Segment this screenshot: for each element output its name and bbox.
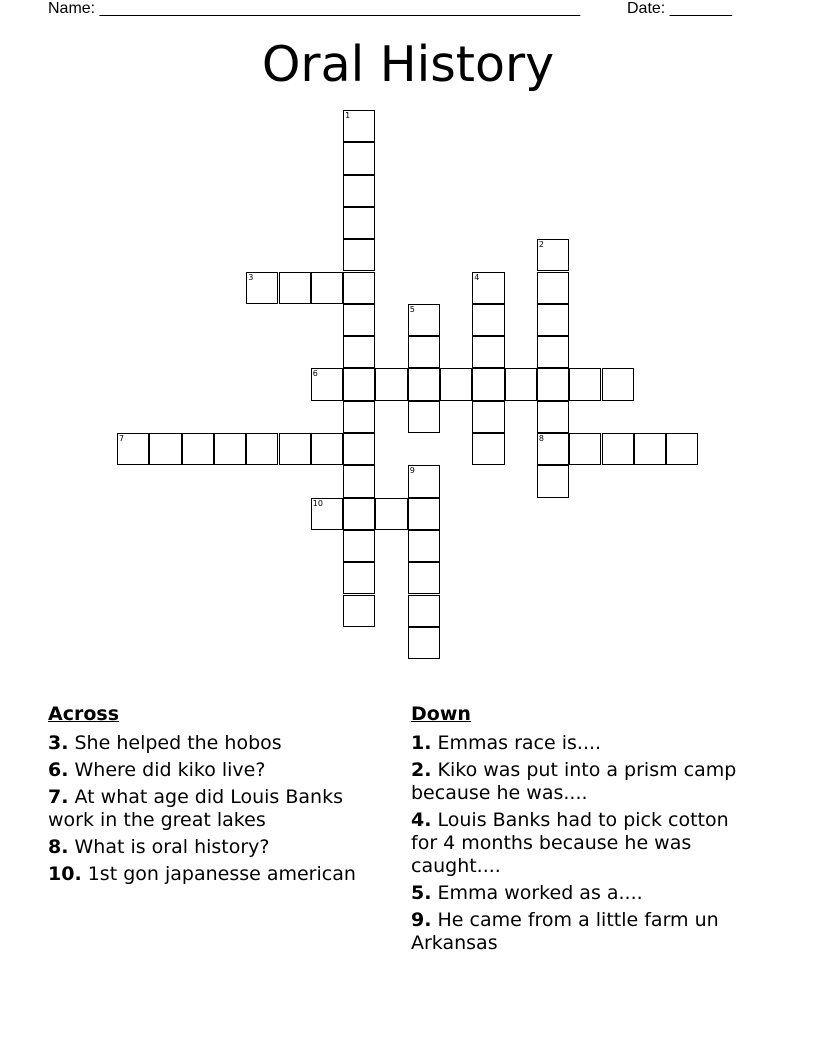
grid-cell — [440, 368, 472, 400]
grid-cell — [408, 530, 440, 562]
grid-clue-number: 3 — [248, 272, 254, 282]
grid-cell — [375, 368, 407, 400]
clue-number: 6. — [48, 759, 69, 781]
grid-cell — [117, 433, 149, 465]
clue-number: 7. — [48, 786, 69, 808]
down-clues — [411, 703, 756, 959]
grid-cell — [246, 433, 278, 465]
date-field-label: Date: _______ — [627, 0, 732, 17]
grid-cell — [343, 562, 375, 594]
grid-cell — [472, 336, 504, 368]
down-clue-1 — [411, 732, 756, 755]
across-clues — [48, 703, 393, 890]
down-clue-4 — [411, 809, 756, 878]
grid-cell — [666, 433, 698, 465]
grid-cell — [182, 433, 214, 465]
clue-number: 5. — [411, 882, 432, 904]
grid-clue-number: 9 — [409, 466, 415, 476]
grid-cell — [537, 304, 569, 336]
grid-cell — [343, 498, 375, 530]
clue-text: At what age did Louis Banks work in the great lakes — [48, 786, 343, 831]
clue-text: Where did kiko live? — [74, 759, 266, 781]
grid-cell — [343, 142, 375, 174]
grid-cell — [602, 368, 634, 400]
grid-cell — [408, 336, 440, 368]
grid-cell — [343, 304, 375, 336]
clue-text: Emma worked as a.... — [437, 882, 643, 904]
grid-cell — [537, 368, 569, 400]
grid-cell — [408, 401, 440, 433]
grid-clue-number: 6 — [312, 369, 318, 379]
grid-cell — [472, 304, 504, 336]
grid-cell — [311, 272, 343, 304]
grid-cell — [537, 401, 569, 433]
grid-cell — [537, 272, 569, 304]
down-clue-5 — [411, 882, 756, 905]
clue-text: He came from a little farm un Arkansas — [411, 909, 719, 954]
grid-cell — [311, 498, 343, 530]
across-clue-6 — [48, 759, 393, 782]
grid-cell — [505, 368, 537, 400]
down-heading: Down — [411, 703, 471, 725]
grid-clue-number: 1 — [345, 111, 351, 120]
clue-text: Louis Banks had to pick cotton for 4 months because he was caught.... — [411, 809, 729, 877]
grid-cell — [343, 175, 375, 207]
down-clue-2 — [411, 759, 756, 805]
clue-text: What is oral history? — [74, 836, 270, 858]
down-clue-9 — [411, 909, 756, 955]
clue-text: Kiko was put into a prism camp because he was.... — [411, 759, 737, 804]
grid-cell — [246, 272, 278, 304]
grid-cell — [311, 433, 343, 465]
grid-cell — [343, 595, 375, 627]
grid-cell — [472, 401, 504, 433]
grid-clue-number: 10 — [312, 498, 323, 508]
across-clue-8 — [48, 836, 393, 859]
grid-cell — [472, 368, 504, 400]
grid-cell — [343, 336, 375, 368]
grid-cell — [343, 401, 375, 433]
grid-cell — [343, 465, 375, 497]
grid-cell — [279, 433, 311, 465]
page-title: Oral History — [261, 36, 555, 93]
grid-cell — [375, 498, 407, 530]
grid-cell — [343, 207, 375, 239]
grid-cell — [343, 368, 375, 400]
clue-number: 8. — [48, 836, 69, 858]
grid-cell — [408, 304, 440, 336]
grid-cell — [472, 272, 504, 304]
grid-cell — [408, 562, 440, 594]
grid-cell — [537, 336, 569, 368]
clue-number: 1. — [411, 732, 432, 754]
across-clue-7 — [48, 786, 393, 832]
clue-number: 3. — [48, 732, 69, 754]
clue-number: 9. — [411, 909, 432, 931]
grid-clue-number: 8 — [538, 434, 544, 443]
grid-cell — [602, 433, 634, 465]
grid-cell — [279, 272, 311, 304]
grid-cell — [472, 433, 504, 465]
grid-cell — [408, 368, 440, 400]
grid-clue-number: 4 — [474, 272, 480, 282]
clue-number: 2. — [411, 759, 432, 781]
name-field-label: Name: ______________________________________________________ — [48, 0, 581, 17]
clue-text: 1st gon japanesse american — [87, 863, 356, 885]
grid-cell — [343, 530, 375, 562]
grid-cell — [569, 368, 601, 400]
grid-cell — [149, 433, 181, 465]
clue-number: 4. — [411, 809, 432, 831]
across-clue-3 — [48, 732, 393, 755]
clue-text: She helped the hobos — [74, 732, 282, 754]
grid-cell — [214, 433, 246, 465]
grid-cell — [408, 627, 440, 659]
grid-clue-number: 5 — [409, 304, 415, 314]
grid-cell — [408, 595, 440, 627]
grid-cell — [537, 465, 569, 497]
grid-cell — [343, 110, 375, 142]
clue-number: 10. — [48, 863, 82, 885]
across-clue-10 — [48, 863, 393, 886]
grid-cell — [537, 433, 569, 465]
grid-cell — [343, 272, 375, 304]
grid-cell — [634, 433, 666, 465]
grid-cell — [408, 498, 440, 530]
clue-text: Emmas race is.... — [437, 732, 602, 754]
grid-cell — [343, 239, 375, 271]
grid-cell — [408, 465, 440, 497]
grid-cell — [311, 368, 343, 400]
grid-cell — [537, 239, 569, 271]
grid-cell — [569, 433, 601, 465]
grid-cell — [343, 433, 375, 465]
grid-clue-number: 2 — [538, 240, 544, 250]
across-heading: Across — [48, 703, 120, 725]
grid-clue-number: 7 — [119, 434, 125, 443]
